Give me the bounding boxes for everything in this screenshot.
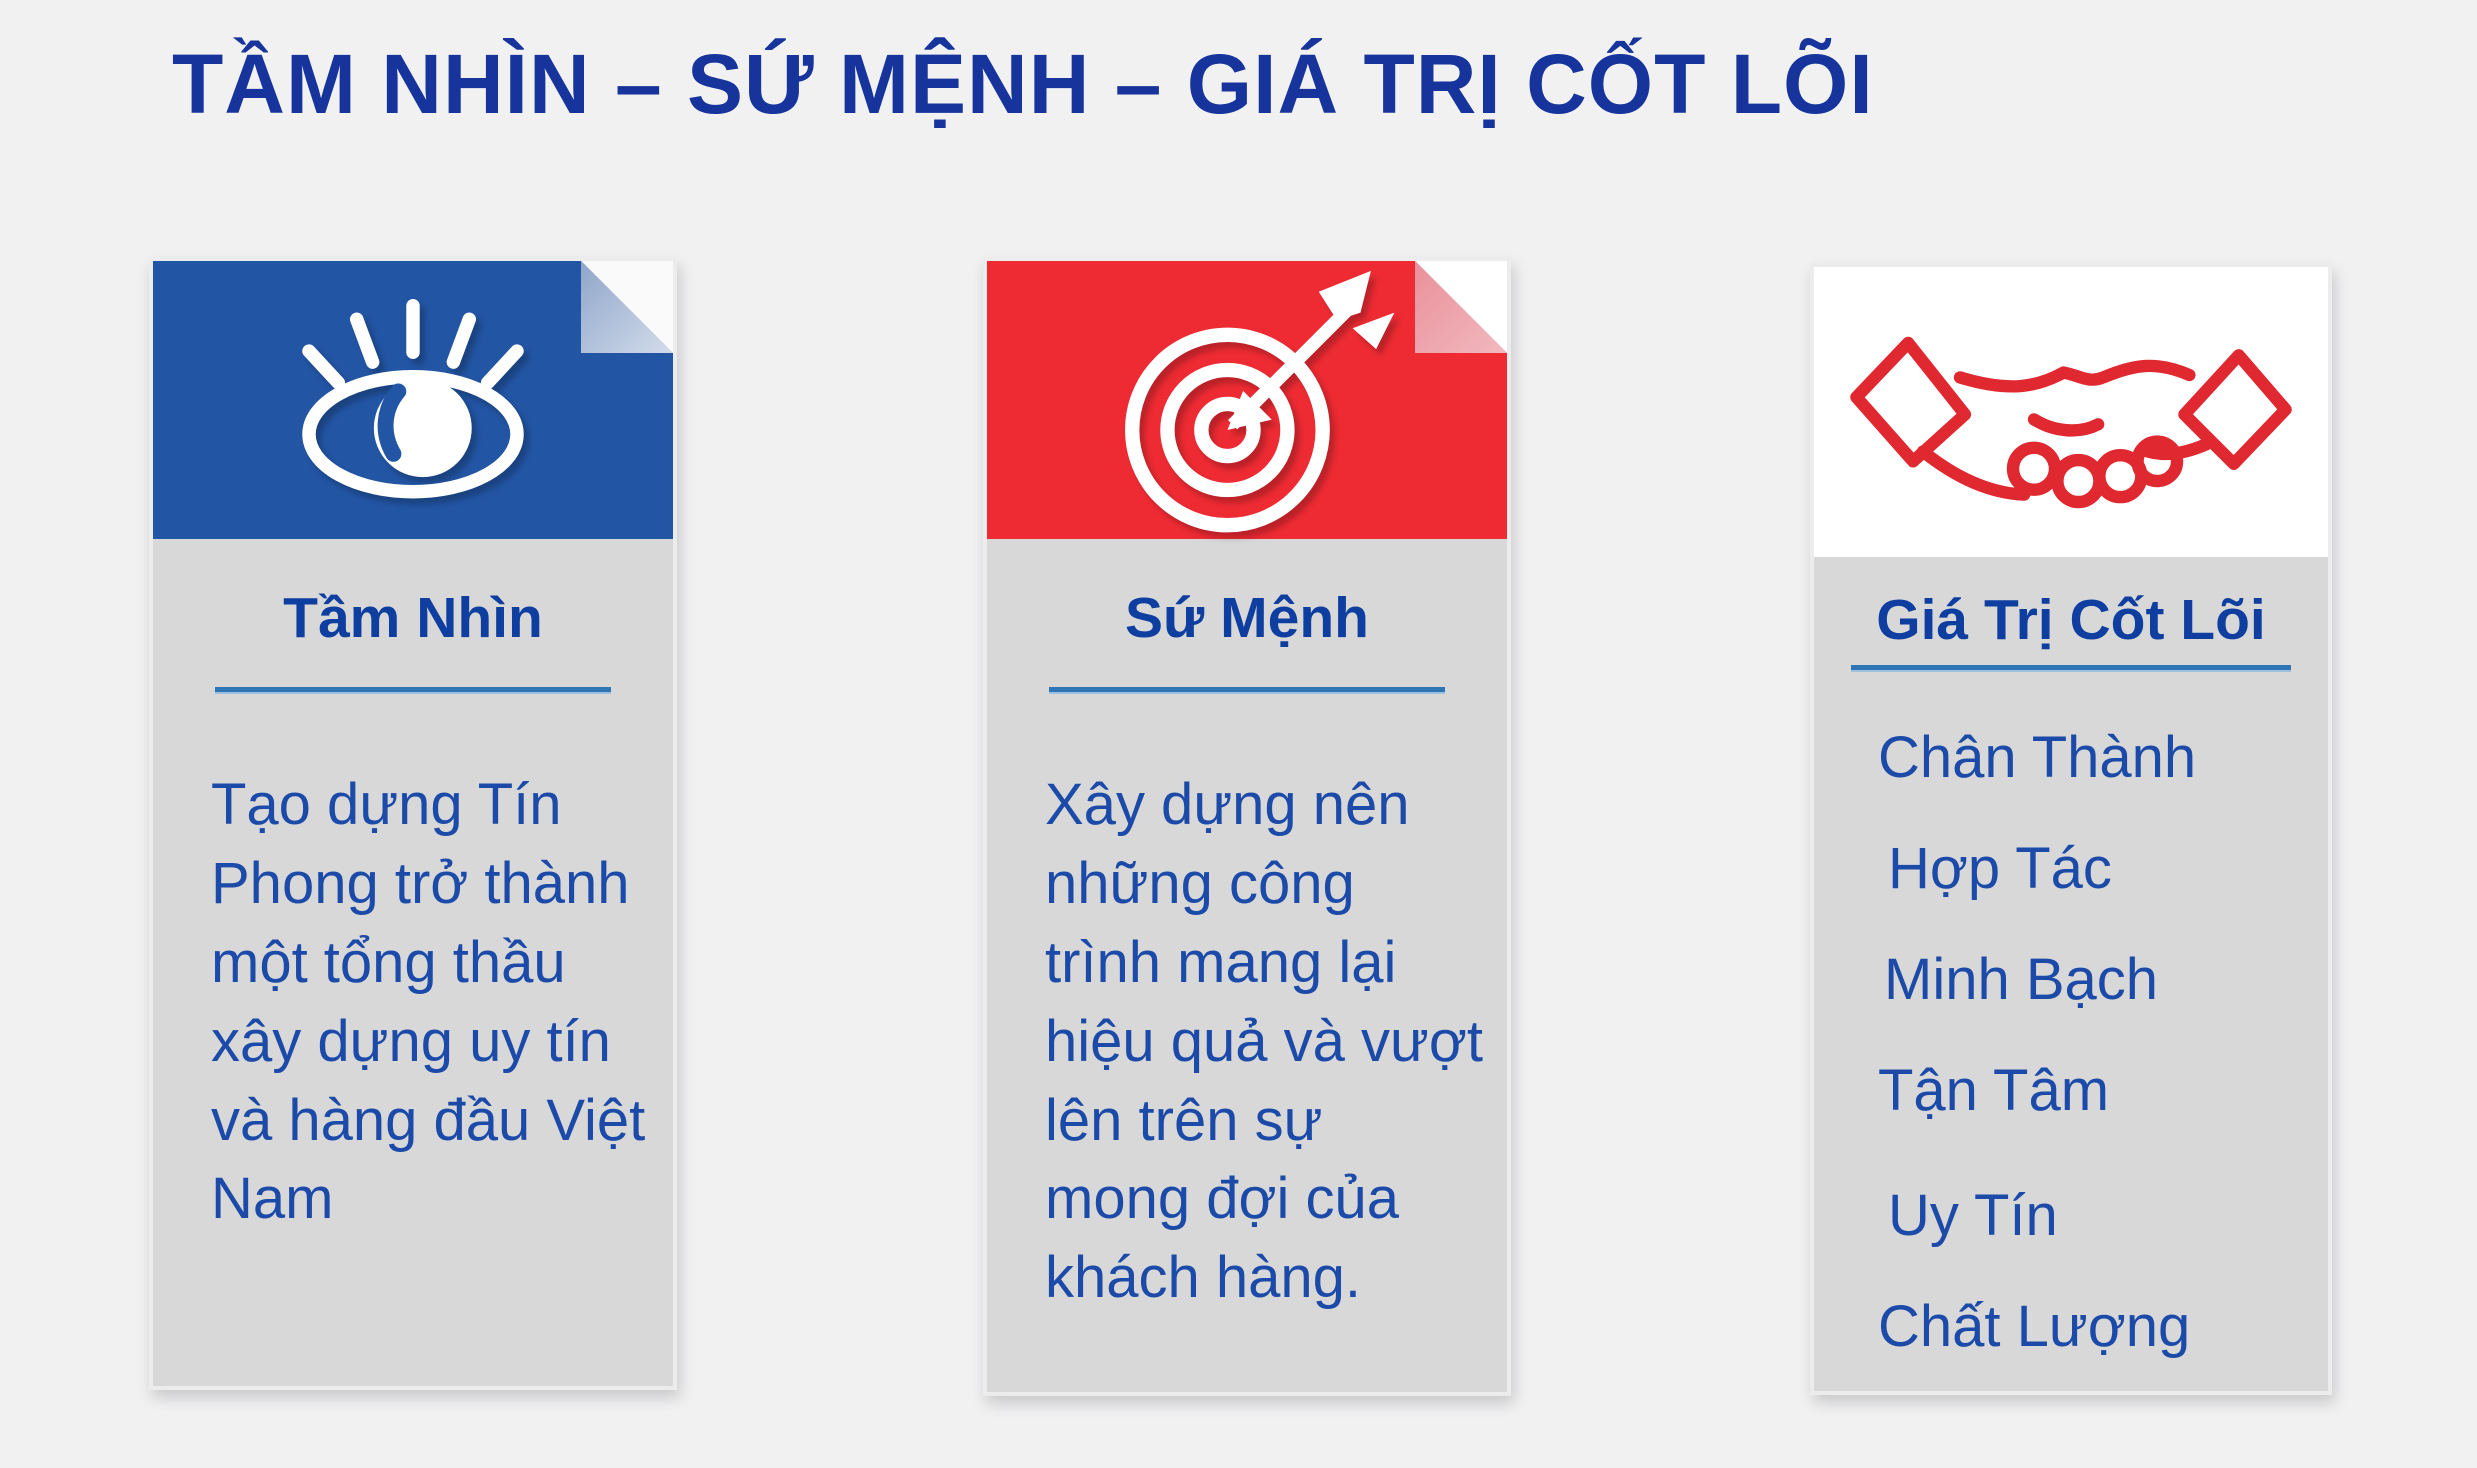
vision-card-body [153,585,673,1239]
mission-divider [1049,687,1445,694]
folded-corner-icon [581,261,673,353]
mission-card-header [987,261,1507,539]
core-values-card [1810,263,2332,1395]
mission-text: Xây dựng nên những công trình mang lại hiệu quả và vượt lên trên sự mong đợi của khách hàng. [1045,772,1484,1311]
eye-icon [278,296,548,504]
folded-corner-icon [1415,261,1507,353]
list-item: Uy Tín [1888,1183,2058,1248]
vision-card [149,257,677,1390]
list-item: Chân Thành [1878,725,2197,790]
list-item: Hợp Tác [1888,836,2112,901]
core-values-card-body [1814,587,2328,1360]
list-item: Chất Lượng [1878,1294,2191,1359]
core-values-underline [1851,665,2291,672]
mission-heading: Sứ Mệnh [1125,586,1369,650]
core-values-list [1814,724,2328,1360]
core-values-heading: Giá Trị Cốt Lõi [1876,588,2266,652]
list-item: Tận Tâm [1878,1058,2110,1123]
mission-card-body [987,585,1507,1318]
list-item: Minh Bạch [1884,947,2159,1012]
handshake-icon [1836,301,2306,523]
vision-card-header [153,261,673,539]
vision-text: Tạo dựng Tín Phong trở thành một tổng thầu xây dựng uy tín và hàng đầu Việt Nam [211,772,646,1232]
mission-card [983,257,1511,1396]
target-icon [1097,263,1397,537]
vision-heading: Tầm Nhìn [283,586,543,650]
page-title: TẦM NHÌN – SỨ MỆNH – GIÁ TRỊ CỐT LÕI [172,37,1874,131]
core-values-card-header [1814,267,2328,557]
vision-divider [215,687,611,694]
